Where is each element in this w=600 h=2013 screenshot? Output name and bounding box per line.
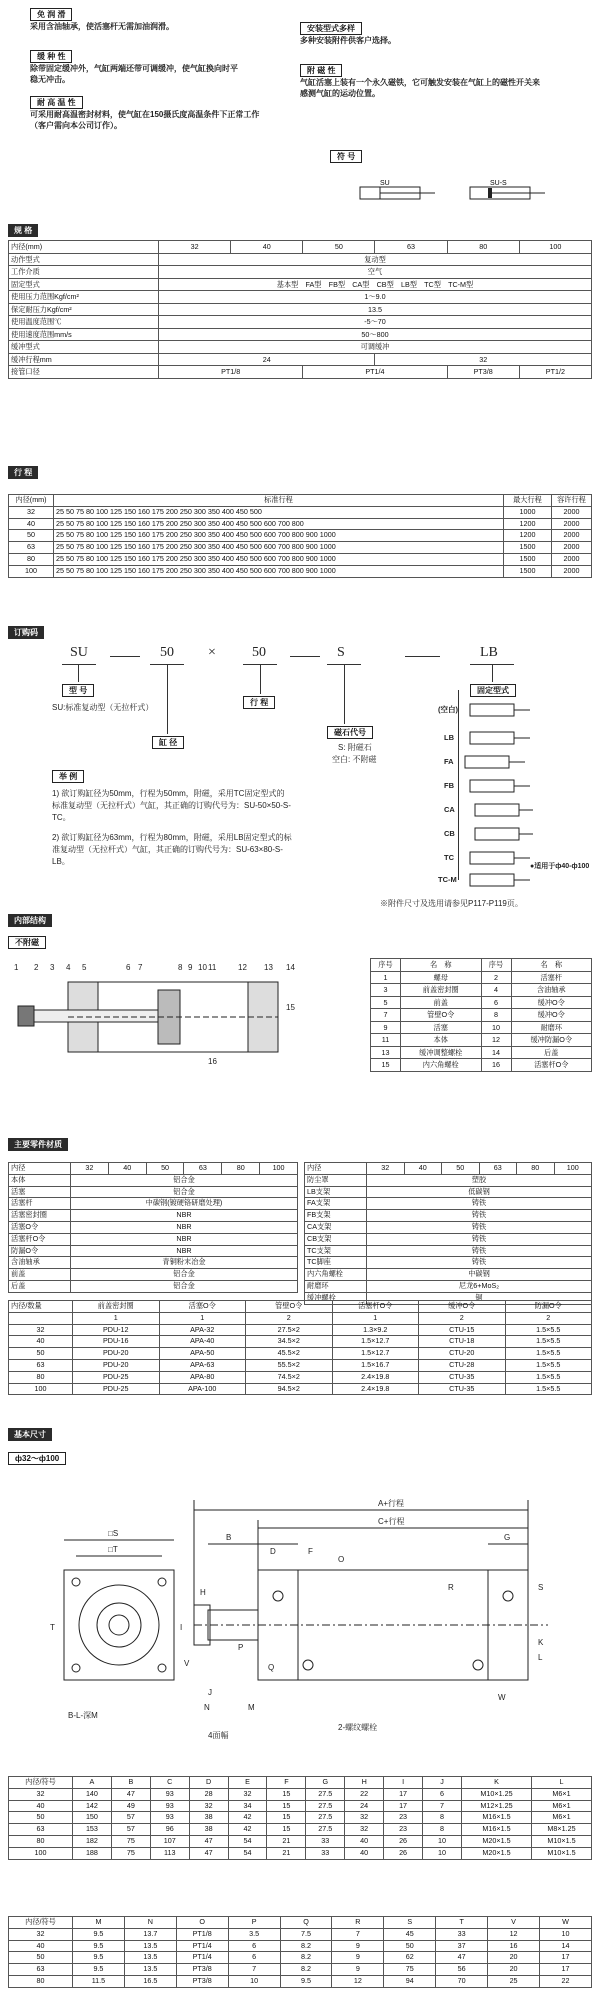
mount-cylinder-icons: [465, 704, 533, 886]
dims-row: 80 182 75 107 47 54 21 33 40 26 10 M20×1.5 M10×1.5: [9, 1835, 592, 1847]
label-stroke: 行 程: [243, 696, 275, 709]
mount-fa: FA: [444, 757, 454, 766]
materials-row: 本体 铝合金: [9, 1174, 298, 1186]
parts-header: 序号 名 称 序号 名 称: [371, 959, 592, 972]
example-1: 1) 欲订购缸径为50mm，行程为50mm，附磁，采用TC固定型式的标准复动型（无拉杆式）气缸，其正确的订购代号为：SU-50×50-S-TC。: [52, 789, 291, 822]
materials-row: 耐磨环 尼龙6+MoS₂: [305, 1280, 592, 1292]
dims-table-2: [8, 1916, 592, 1988]
seal-row: 32 PDU-12 APA-32 27.5×2 1.3×9.2 CTU-15 1.5×5.5: [9, 1324, 592, 1336]
svg-text:8: 8: [178, 963, 183, 972]
dims-row: 63 9.5 13.5 PT3/8 7 8.2 9 75 56 20 17: [9, 1964, 592, 1976]
dimension-drawing: [8, 1470, 592, 1770]
svg-text:15: 15: [286, 1003, 295, 1012]
seal-table: [8, 1300, 592, 1395]
dims-row: 40 9.5 13.5 PT1/4 6 8.2 9 50 37 16 14: [9, 1940, 592, 1952]
spec-row: 使用压力范围Kgf/cm² 1～9.0: [9, 291, 592, 304]
spec-cushion-row: 缓冲行程mm 24 32: [9, 353, 592, 366]
spec-row: 使用速度范围mm/s 50～800: [9, 328, 592, 341]
seal-row: 80 PDU-25 APA-80 74.5×2 2.4×19.8 CTU-35 1.5×5.5: [9, 1371, 592, 1383]
order-code-mount: LB: [480, 645, 498, 660]
order-dash: [405, 656, 440, 657]
parts-table: [370, 958, 592, 1072]
mount-none: (空白): [438, 705, 458, 714]
materials-row: TC支架 铸铁: [305, 1245, 592, 1257]
order-dash: [110, 656, 140, 657]
materials-right-table: [304, 1162, 592, 1305]
svg-text:N: N: [204, 1703, 210, 1712]
dims-row: 63 153 57 96 38 42 15 27.5 32 23 8 M16×1.5 M8×1.25: [9, 1824, 592, 1836]
symbol-sus-label: SU-S: [490, 180, 507, 187]
symbol-su-label: SU: [380, 180, 390, 187]
svg-text:D: D: [270, 1547, 276, 1556]
spec-port-row: 接管口径 PT1/8 PT1/4 PT3/8 PT1/2: [9, 366, 592, 379]
svg-text:4: 4: [66, 963, 71, 972]
spec-table: [8, 240, 592, 379]
svg-text:13: 13: [264, 963, 273, 972]
materials-row: 活塞密封圈 NBR: [9, 1210, 298, 1222]
svg-text:2-螺纹螺栓: 2-螺纹螺栓: [338, 1723, 378, 1732]
materials-left-table: [8, 1162, 298, 1293]
stroke-table: [8, 494, 592, 578]
svg-text:7: 7: [138, 963, 143, 972]
svg-text:T: T: [50, 1623, 55, 1632]
materials-row: 活塞杆 中碳钢(镀硬铬研磨处理): [9, 1198, 298, 1210]
symbol-title-box: [330, 150, 362, 163]
materials-left-header: 内径 32 40 50 63 80 100: [9, 1163, 298, 1175]
svg-text:B: B: [226, 1533, 232, 1542]
dims-row: 32 9.5 13.7 PT1/8 3.5 7.5 7 45 33 12 10: [9, 1928, 592, 1940]
seal-header: 内径/数量 前盖密封圈 活塞O令 管壁O令 活塞杆O令 缓冲O令 防漏O令: [9, 1301, 592, 1313]
internal-subtitle: 不附磁: [8, 936, 46, 949]
mount-cb: CB: [444, 829, 455, 838]
materials-row: 缓冲螺栓 铜: [305, 1292, 592, 1304]
dims-range: ф32～ф100: [8, 1452, 66, 1465]
stroke-section-title: [8, 466, 38, 479]
materials-row: TC脚座 铸铁: [305, 1257, 592, 1269]
spec-row: 保定耐压力Kgf/cm² 13.5: [9, 303, 592, 316]
stroke-title: 行 程: [8, 466, 38, 479]
svg-text:H: H: [200, 1588, 206, 1597]
svg-text:J: J: [208, 1688, 212, 1697]
svg-text:Q: Q: [268, 1663, 275, 1672]
example-2: 2) 欲订购缸径为63mm，行程为80mm，附磁，采用LB固定型式的标准复动型（无拉杆式）气缸，其正确的订购代号为：SU-63×80-S-LB。: [52, 833, 292, 866]
parts-row: 13 缓冲调整螺栓 14 后盖: [371, 1046, 592, 1059]
feature-magnetic: [300, 64, 540, 99]
parts-row: 7 管壁O令 8 缓冲O令: [371, 1009, 592, 1022]
stroke-row: 100 25 50 75 80 100 125 150 160 175 200 250 300 350 400 450 500 600 700 800 900 1000 1500 2000: [9, 565, 592, 577]
svg-text:M: M: [248, 1703, 255, 1712]
spec-row: 缓冲型式 可调缓冲: [9, 341, 592, 354]
svg-text:B-L-深M: B-L-深M: [68, 1711, 98, 1720]
label-mount: 固定型式: [470, 684, 516, 697]
materials-row: CA支架 铸铁: [305, 1221, 592, 1233]
materials-right-header: 内径 32 40 50 63 80 100: [305, 1163, 592, 1175]
dims-row: 50 150 57 93 38 42 15 27.5 32 23 8 M16×1.5 M6×1: [9, 1812, 592, 1824]
rod-nut: [18, 1006, 34, 1026]
svg-text:4面幅: 4面幅: [208, 1731, 229, 1740]
example-title: 举 例: [52, 770, 84, 783]
svg-text:11: 11: [208, 963, 217, 972]
materials-row: 活塞 铝合金: [9, 1186, 298, 1198]
svg-text:12: 12: [238, 963, 247, 972]
stroke-row: 40 25 50 75 80 100 125 150 160 175 200 250 300 350 400 450 500 600 700 800 1200 2000: [9, 518, 592, 530]
tcm-note: ●适用于ф40-ф100: [530, 863, 590, 870]
dims-header-2: 内径/符号 M N O P Q R S T V W: [9, 1917, 592, 1929]
svg-text:9: 9: [188, 963, 193, 972]
materials-row: 活塞O令 NBR: [9, 1221, 298, 1233]
order-code-times: ×: [208, 645, 216, 660]
mount-type-list: [430, 700, 590, 890]
symbol-diagrams: [340, 175, 570, 215]
internal-structure-drawing: [8, 960, 298, 1070]
materials-row: 内六角螺栓 中碳钢: [305, 1269, 592, 1281]
dims-row: 50 9.5 13.5 PT1/4 6 8.2 9 62 47 20 17: [9, 1952, 592, 1964]
spec-section-title: [8, 224, 38, 237]
seal-row: 50 PDU-20 APA-50 45.5×2 1.5×12.7 CTU-20 1.5×5.5: [9, 1348, 592, 1360]
svg-text:2: 2: [34, 963, 39, 972]
feature-text: 可采用耐高温密封材料，使气缸在150摄氏度高温条件下正常工作（客户需向本公司订作）。: [30, 110, 260, 130]
svg-text:S: S: [538, 1583, 544, 1592]
mount-lb: LB: [444, 733, 454, 742]
spec-row: 动作型式 复动型: [9, 253, 592, 266]
materials-row: 前盖 铝合金: [9, 1269, 298, 1281]
mount-fb: FB: [444, 781, 454, 790]
parts-row: 11 本体 12 缓冲防漏O令: [371, 1034, 592, 1047]
order-code-stroke: 50: [252, 645, 266, 660]
svg-text:5: 5: [82, 963, 87, 972]
feature-text: 多种安装附件供客户选择。: [300, 36, 396, 45]
label-model: 型 号: [62, 684, 94, 697]
svg-text:R: R: [448, 1583, 454, 1592]
feature-title: 免 润 滑: [30, 8, 72, 21]
parts-row: 1 螺母 2 活塞杆: [371, 971, 592, 984]
accessory-ref: ※附件尺寸及选用请参见P117-P119页。: [380, 899, 523, 908]
end-view-square: [64, 1570, 174, 1680]
spec-row: 使用温度范围℃ -5～70: [9, 316, 592, 329]
parts-row: 15 内六角螺栓 16 活塞杆O令: [371, 1059, 592, 1072]
stroke-header-row: 内径(mm) 标准行程 最大行程 容许行程: [9, 495, 592, 507]
stroke-row: 80 25 50 75 80 100 125 150 160 175 200 250 300 350 400 450 500 600 700 800 900 1000 1500 2000: [9, 553, 592, 565]
svg-text:□T: □T: [108, 1545, 118, 1554]
dims-section-title: 基本尺寸: [8, 1428, 52, 1441]
svg-text:C+行程: C+行程: [378, 1517, 405, 1526]
materials-row: CB支架 铸铁: [305, 1233, 592, 1245]
svg-text:O: O: [338, 1555, 345, 1564]
feature-mounting: [300, 22, 560, 46]
order-dash: [290, 656, 320, 657]
materials-row: LB支架 低碳钢: [305, 1186, 592, 1198]
magnet-desc-yes: S: 附磁石: [338, 743, 372, 752]
materials-row: 含油轴承 青铜粉末冶金: [9, 1257, 298, 1269]
feature-title: 耐 高 温 性: [30, 96, 83, 109]
order-code-model: SU: [70, 645, 88, 660]
dims-header-1: 内径/符号 A B C D E F G H I J K L: [9, 1777, 592, 1789]
materials-row: 防漏O令 NBR: [9, 1245, 298, 1257]
label-magnet: 磁石代号: [327, 726, 373, 739]
spec-header-row: 内径(mm) 32 40 50 63 80 100: [9, 241, 592, 254]
order-section-title: [8, 626, 44, 639]
mount-ca: CA: [444, 805, 455, 814]
svg-text:K: K: [538, 1638, 544, 1647]
seal-row: 100 PDU-25 APA-100 94.5×2 2.4×19.8 CTU-35 1.5×5.5: [9, 1383, 592, 1395]
mount-tcm: TC-M: [438, 875, 457, 884]
spec-row: 固定型式 基本型 FA型 FB型 CA型 CB型 LB型 TC型 TC-M型: [9, 278, 592, 291]
example-title-box: [52, 770, 84, 783]
svg-text:□S: □S: [108, 1529, 119, 1538]
svg-text:1: 1: [14, 963, 19, 972]
feature-lubrication: [30, 8, 260, 32]
svg-text:L: L: [538, 1653, 543, 1662]
svg-text:16: 16: [208, 1057, 217, 1066]
order-code-magnet: S: [337, 645, 345, 660]
feature-title: 附 磁 性: [300, 64, 342, 77]
piston-rod: [18, 1010, 158, 1022]
svg-text:I: I: [180, 1623, 183, 1632]
label-bore: 缸 径: [152, 736, 184, 749]
svg-text:W: W: [498, 1693, 506, 1702]
stroke-row: 50 25 50 75 80 100 125 150 160 175 200 250 300 350 400 450 500 600 700 800 900 1000 1200 2000: [9, 530, 592, 542]
order-title: 订购码: [8, 626, 44, 639]
symbol-title: 符 号: [330, 150, 362, 163]
feature-text: 除带固定缓冲外，气缸两端还带可调缓冲，使气缸换向时平稳无冲击。: [30, 64, 238, 84]
svg-text:G: G: [504, 1533, 511, 1542]
model-description: SU:标准复动型（无拉杆式）: [52, 703, 154, 712]
internal-section-title: 内部结构: [8, 914, 52, 927]
feature-text: 采用含油轴承，使活塞杆无需加油润滑。: [30, 22, 174, 31]
stroke-row: 32 25 50 75 80 100 125 150 160 175 200 250 300 350 400 450 500 1000 2000: [9, 506, 592, 518]
feature-title: 安装型式多样: [300, 22, 362, 35]
dims-row: 32 140 47 93 28 32 15 27.5 22 17 6 M10×1.25 M6×1: [9, 1788, 592, 1800]
feature-cushion: [30, 50, 240, 85]
seal-qty-row: 1 1 2 1 2 2: [9, 1312, 592, 1324]
magnet-desc-no: 空白: 不附磁: [332, 755, 377, 764]
svg-text:P: P: [238, 1643, 244, 1652]
svg-text:A+行程: A+行程: [378, 1499, 405, 1508]
materials-section-title: 主要零件材质: [8, 1138, 68, 1151]
parts-row: 5 前盖 6 缓冲O令: [371, 996, 592, 1009]
seal-row: 40 PDU-16 APA-40 34.5×2 1.5×12.7 CTU-18 1.5×5.5: [9, 1336, 592, 1348]
order-code-bore: 50: [160, 645, 174, 660]
parts-row: 9 活塞 10 耐磨环: [371, 1021, 592, 1034]
dimension-labels: [50, 1498, 544, 1740]
svg-text:6: 6: [126, 963, 131, 972]
dims-row: 40 142 49 93 32 34 15 27.5 24 17 7 M12×1.25 M6×1: [9, 1800, 592, 1812]
svg-text:10: 10: [198, 963, 207, 972]
feature-title: 缓 种 性: [30, 50, 72, 63]
feature-text: 气缸活塞上装有一个永久磁铁，它可触发安装在气缸上的磁性开关来感测气缸的运动位置。: [300, 78, 540, 98]
spec-row: 工作介质 空气: [9, 266, 592, 279]
dims-table-1: [8, 1776, 592, 1860]
dims-row: 80 11.5 16.5 PT3/8 10 9.5 12 94 70 25 22: [9, 1975, 592, 1987]
feature-high-temp: [30, 96, 260, 131]
svg-text:14: 14: [286, 963, 295, 972]
mount-tc: TC: [444, 853, 454, 862]
spec-title: 规 格: [8, 224, 38, 237]
materials-row: FB支架 铸铁: [305, 1210, 592, 1222]
materials-row: FA支架 铸铁: [305, 1198, 592, 1210]
svg-text:3: 3: [50, 963, 55, 972]
stroke-row: 63 25 50 75 80 100 125 150 160 175 200 250 300 350 400 450 500 600 700 800 900 1000 1500 2000: [9, 542, 592, 554]
parts-row: 3 前盖密封圈 4 含油轴承: [371, 984, 592, 997]
dims-row: 100 188 75 113 47 54 21 33 40 26 10 M20×1.5 M10×1.5: [9, 1847, 592, 1859]
svg-text:V: V: [184, 1659, 190, 1668]
svg-text:F: F: [308, 1547, 313, 1556]
materials-row: 活塞杆O令 NBR: [9, 1233, 298, 1245]
seal-row: 63 PDU-20 APA-63 55.5×2 1.5×16.7 CTU-28 1.5×5.5: [9, 1359, 592, 1371]
materials-row: 防尘罩 塑胶: [305, 1174, 592, 1186]
materials-row: 后盖 铝合金: [9, 1280, 298, 1292]
